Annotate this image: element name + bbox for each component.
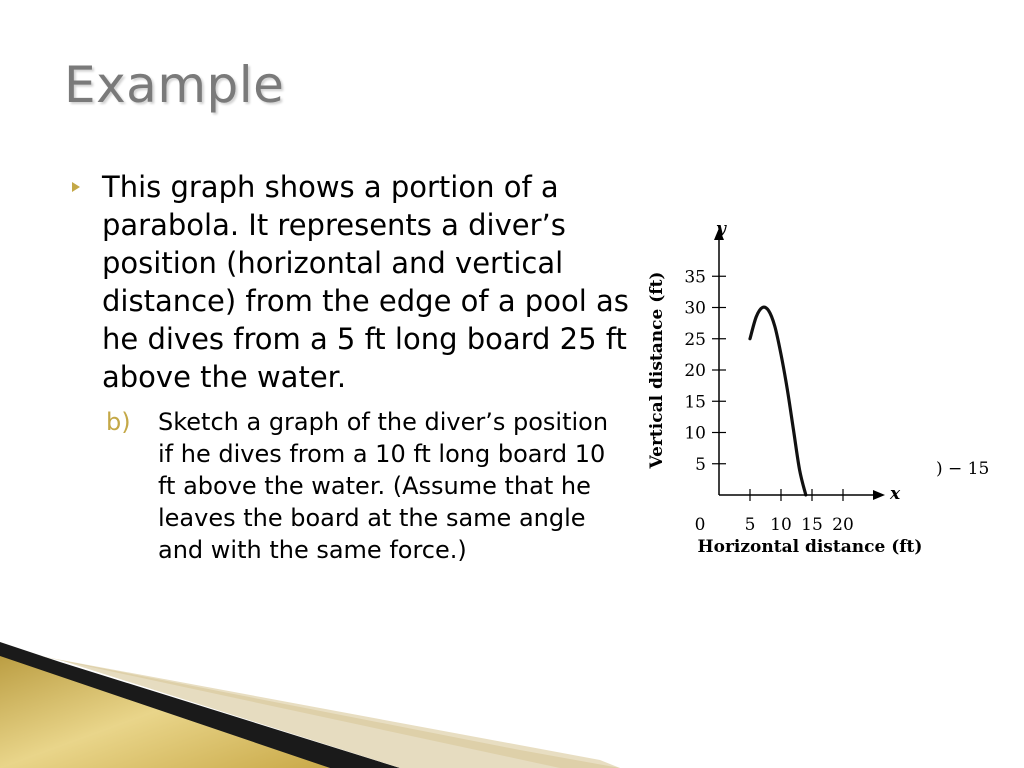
- cut-off-text: ) − 15: [936, 459, 990, 479]
- bullet-list: [72, 168, 632, 566]
- y-tick-label: 35: [684, 267, 706, 288]
- x-axis-arrow-icon: [873, 490, 885, 500]
- x-tick-label: 20: [832, 515, 854, 535]
- decorative-swoosh: [0, 600, 620, 768]
- parabola-figure: [640, 210, 1020, 570]
- main-bullet-text: This graph shows a portion of a parabola. It represents a diver’s position (horizontal and vertical distance) from the edge of a pool as he dives from a 5 ft long board 25 ft above the water.: [102, 170, 629, 394]
- triangle-bullet-icon: [72, 182, 80, 192]
- x-tick-label: 15: [801, 515, 823, 535]
- y-variable-label: y: [716, 219, 726, 239]
- slide-title: Example: [64, 56, 285, 114]
- sub-bullet-marker: b): [106, 408, 131, 436]
- y-tick-label: 30: [684, 298, 706, 319]
- x-variable-label: x: [890, 484, 901, 504]
- main-bullet: [72, 168, 632, 396]
- x-tick-label: 0: [694, 515, 706, 535]
- y-tick-label: 20: [684, 361, 706, 381]
- y-tick-label: 25: [684, 329, 706, 350]
- x-tick-label: 5: [744, 515, 756, 535]
- sub-bullet-text: Sketch a graph of the diver’s position if he dives from a 10 ft long board 10 ft above the water. (Assume that he leaves the board at the same angle and with the same force.): [158, 408, 609, 564]
- x-tick-label: 10: [770, 515, 792, 535]
- series-line: [750, 307, 806, 495]
- parabola-chart: [640, 210, 1020, 570]
- y-tick-label: 15: [684, 392, 706, 413]
- y-tick-label: 10: [684, 423, 706, 444]
- sub-bullet: [106, 406, 632, 566]
- y-axis-title: Vertical distance (ft): [647, 271, 667, 469]
- y-tick-label: 5: [695, 454, 706, 475]
- x-axis-title: Horizontal distance (ft): [697, 537, 923, 557]
